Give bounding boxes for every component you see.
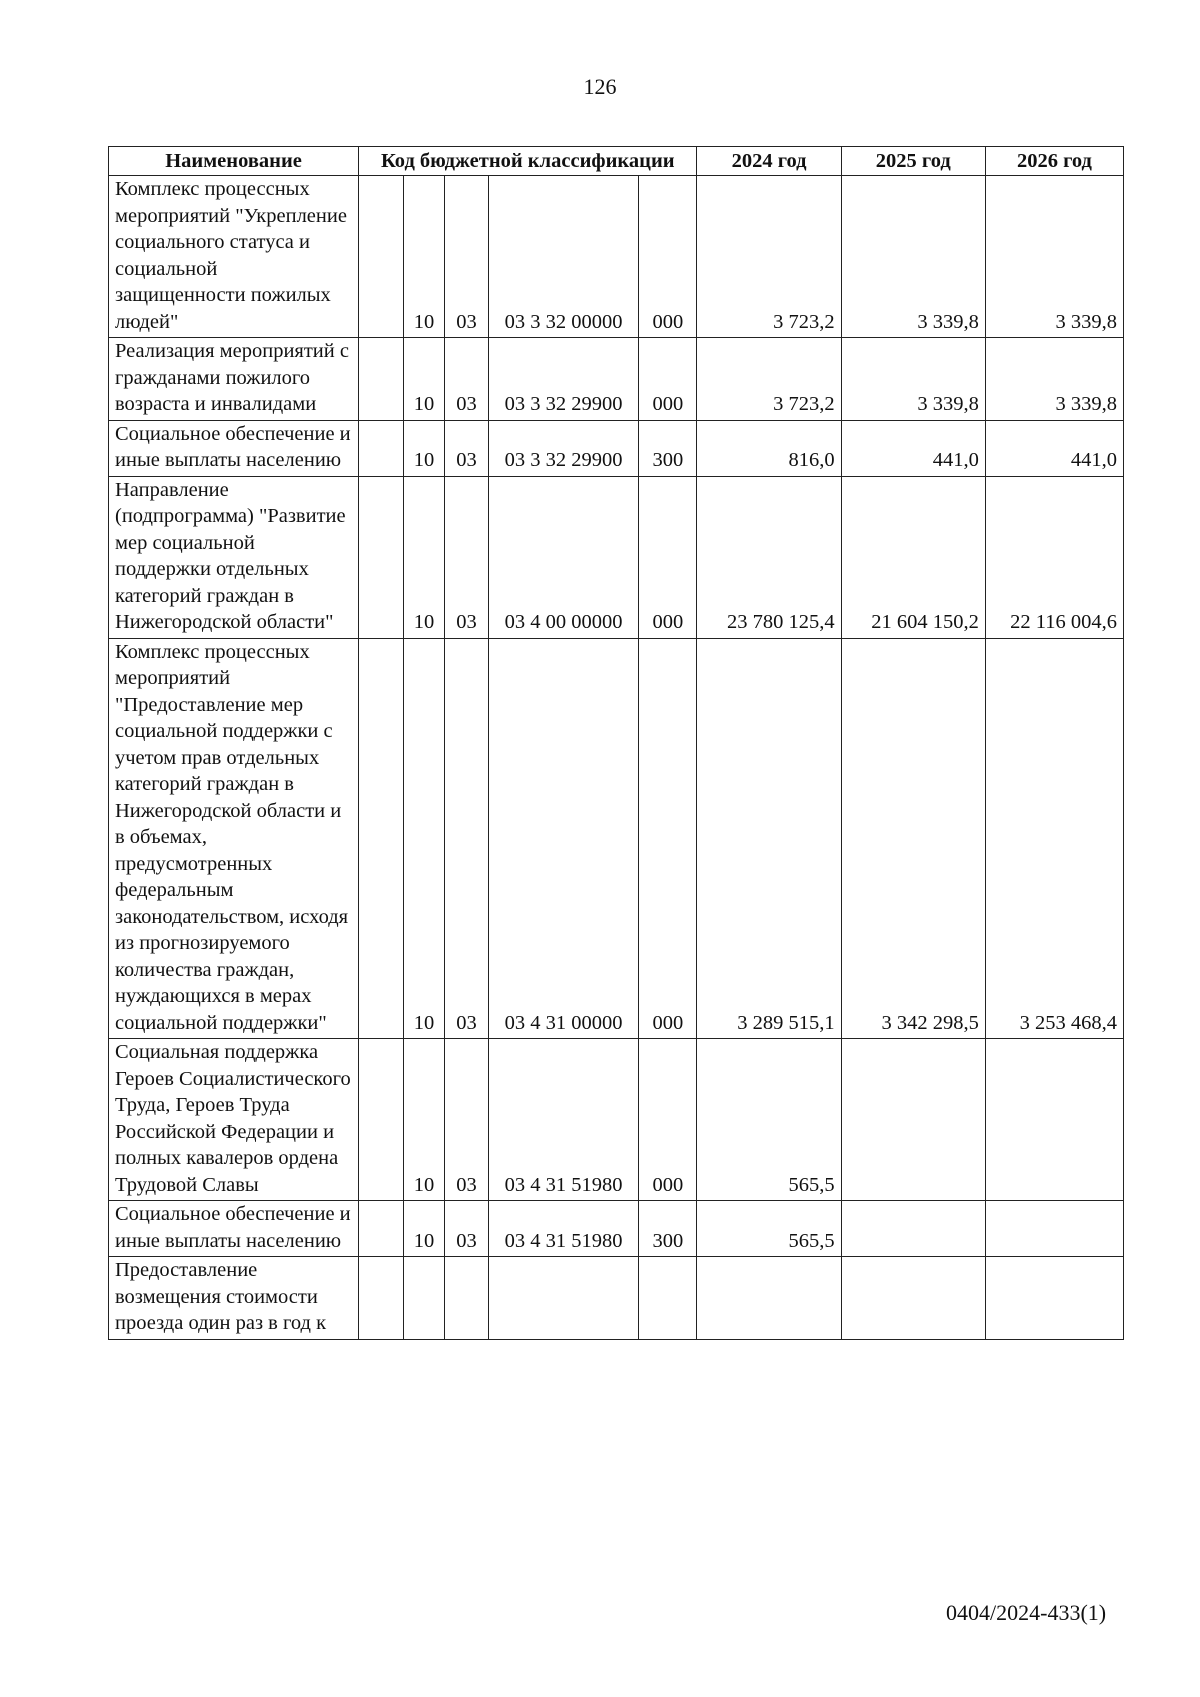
row-name: Предоставление возмещения стоимости проезда один раз в год к xyxy=(109,1257,359,1340)
row-2024: 3 723,2 xyxy=(697,176,841,338)
row-podrazdel: 03 xyxy=(445,420,489,476)
row-2025 xyxy=(841,1039,985,1201)
row-spacer xyxy=(359,638,404,1039)
row-vr: 000 xyxy=(639,1039,697,1201)
row-razdel: 10 xyxy=(403,420,445,476)
table-row xyxy=(109,638,1124,1039)
row-2024 xyxy=(697,1257,841,1340)
row-2025 xyxy=(841,1257,985,1340)
row-2025: 21 604 150,2 xyxy=(841,476,985,638)
row-spacer xyxy=(359,476,404,638)
header-code: Код бюджетной классификации xyxy=(359,147,697,176)
header-name: Наименование xyxy=(109,147,359,176)
table-row xyxy=(109,1257,1124,1340)
row-spacer xyxy=(359,1257,404,1340)
row-vr: 000 xyxy=(639,338,697,421)
table-row xyxy=(109,420,1124,476)
row-spacer xyxy=(359,1039,404,1201)
row-razdel: 10 xyxy=(403,638,445,1039)
row-2026 xyxy=(985,1201,1123,1257)
row-2026: 3 253 468,4 xyxy=(985,638,1123,1039)
row-vr xyxy=(639,1257,697,1340)
row-vr: 000 xyxy=(639,638,697,1039)
row-2024: 816,0 xyxy=(697,420,841,476)
row-name: Направление (подпрограмма) "Развитие мер социальной поддержки отдельных категорий граждан в Нижегородской области" xyxy=(109,476,359,638)
row-csr: 03 4 31 51980 xyxy=(488,1201,638,1257)
row-podrazdel: 03 xyxy=(445,176,489,338)
row-podrazdel: 03 xyxy=(445,1039,489,1201)
table-row xyxy=(109,338,1124,421)
header-2024: 2024 год xyxy=(697,147,841,176)
row-spacer xyxy=(359,420,404,476)
row-2025: 3 339,8 xyxy=(841,176,985,338)
row-razdel: 10 xyxy=(403,1201,445,1257)
row-razdel: 10 xyxy=(403,476,445,638)
row-2025: 3 342 298,5 xyxy=(841,638,985,1039)
row-csr xyxy=(488,1257,638,1340)
row-csr: 03 4 31 51980 xyxy=(488,1039,638,1201)
row-2025: 3 339,8 xyxy=(841,338,985,421)
row-vr: 300 xyxy=(639,420,697,476)
header-2026: 2026 год xyxy=(985,147,1123,176)
row-spacer xyxy=(359,176,404,338)
row-podrazdel: 03 xyxy=(445,1201,489,1257)
row-podrazdel: 03 xyxy=(445,338,489,421)
row-razdel: 10 xyxy=(403,338,445,421)
table-row xyxy=(109,176,1124,338)
row-2026: 22 116 004,6 xyxy=(985,476,1123,638)
row-razdel: 10 xyxy=(403,176,445,338)
budget-table xyxy=(108,146,1124,1340)
row-name: Социальная поддержка Героев Социалистического Труда, Героев Труда Российской Федерации и полных кавалеров ордена Трудовой Славы xyxy=(109,1039,359,1201)
row-2026 xyxy=(985,1257,1123,1340)
row-spacer xyxy=(359,1201,404,1257)
row-vr: 000 xyxy=(639,476,697,638)
row-name: Социальное обеспечение и иные выплаты населению xyxy=(109,420,359,476)
page-number: 126 xyxy=(583,74,617,99)
row-2026: 3 339,8 xyxy=(985,176,1123,338)
document-code: 0404/2024-433(1) xyxy=(946,1600,1107,1625)
row-2025: 441,0 xyxy=(841,420,985,476)
row-name: Комплекс процессных мероприятий "Укрепление социального статуса и социальной защищенности пожилых людей" xyxy=(109,176,359,338)
table-row xyxy=(109,1201,1124,1257)
row-razdel xyxy=(403,1257,445,1340)
row-2024: 565,5 xyxy=(697,1039,841,1201)
row-2026: 3 339,8 xyxy=(985,338,1123,421)
row-2026: 441,0 xyxy=(985,420,1123,476)
row-2024: 3 723,2 xyxy=(697,338,841,421)
row-vr: 000 xyxy=(639,176,697,338)
header-2025: 2025 год xyxy=(841,147,985,176)
row-2025 xyxy=(841,1201,985,1257)
row-razdel: 10 xyxy=(403,1039,445,1201)
row-csr: 03 3 32 00000 xyxy=(488,176,638,338)
row-2024: 3 289 515,1 xyxy=(697,638,841,1039)
row-csr: 03 4 31 00000 xyxy=(488,638,638,1039)
row-2026 xyxy=(985,1039,1123,1201)
table-header-row xyxy=(109,147,1124,176)
row-vr: 300 xyxy=(639,1201,697,1257)
table-row xyxy=(109,1039,1124,1201)
table-row xyxy=(109,476,1124,638)
row-2024: 23 780 125,4 xyxy=(697,476,841,638)
row-2024: 565,5 xyxy=(697,1201,841,1257)
row-podrazdel xyxy=(445,1257,489,1340)
row-csr: 03 3 32 29900 xyxy=(488,420,638,476)
row-csr: 03 4 00 00000 xyxy=(488,476,638,638)
row-name: Реализация мероприятий с гражданами пожилого возраста и инвалидами xyxy=(109,338,359,421)
row-podrazdel: 03 xyxy=(445,476,489,638)
row-name: Комплекс процессных мероприятий "Предоставление мер социальной поддержки с учетом прав отдельных категорий граждан в Нижегородской области и в объемах, предусмотренных федеральным законодательством, исходя из прогнозируемого количества граждан, нуждающихся в мерах социальной поддержки" xyxy=(109,638,359,1039)
row-csr: 03 3 32 29900 xyxy=(488,338,638,421)
row-name: Социальное обеспечение и иные выплаты населению xyxy=(109,1201,359,1257)
row-spacer xyxy=(359,338,404,421)
row-podrazdel: 03 xyxy=(445,638,489,1039)
